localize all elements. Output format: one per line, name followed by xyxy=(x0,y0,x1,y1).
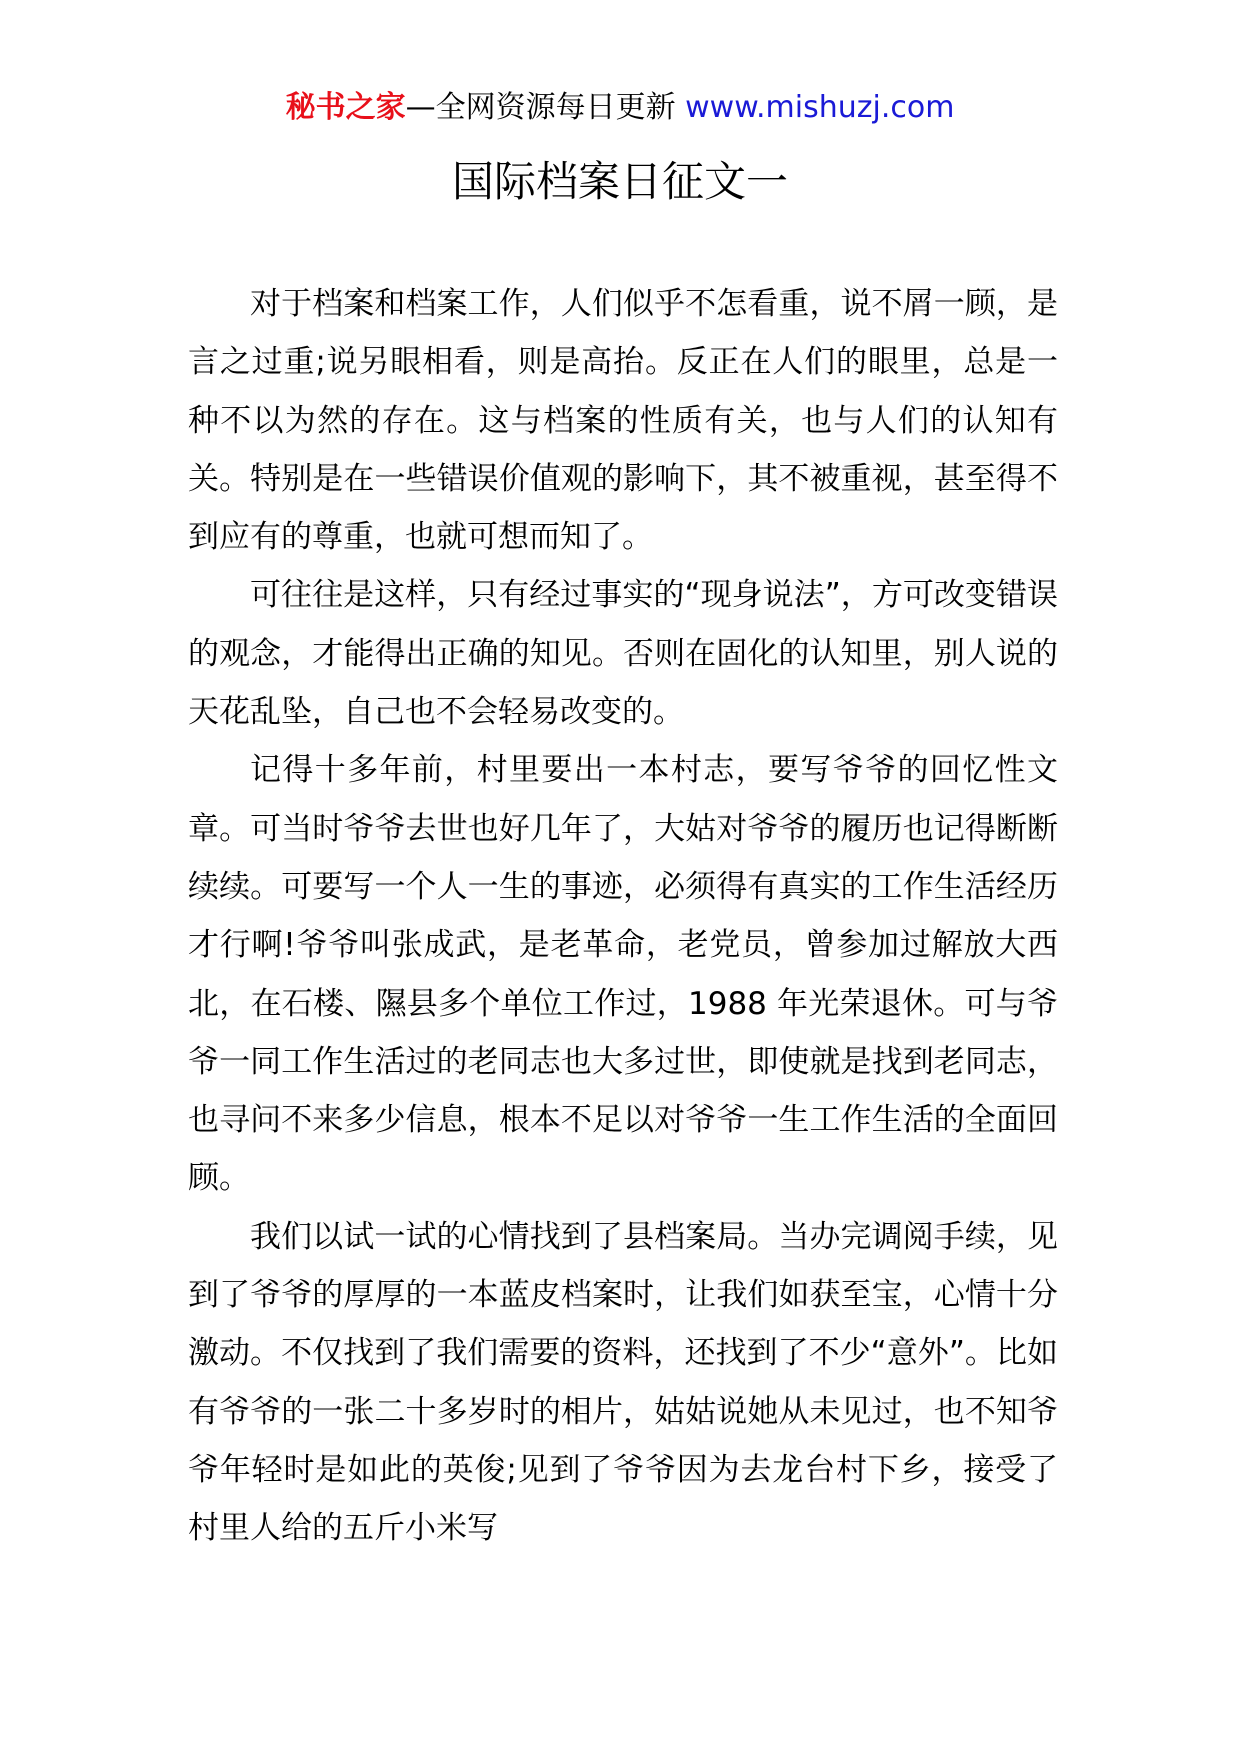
site-url-link[interactable]: www.mishuzj.com xyxy=(685,90,955,125)
site-tagline: —全网资源每日更新 xyxy=(405,90,686,125)
body-paragraph: 对于档案和档案工作，人们似乎不怎看重，说不屑一顾，是言之过重;说另眼相看，则是高抬。反正在人们的眼里，总是一种不以为然的存在。这与档案的性质有关，也与人们的认知有关。特别是在一些错误价值观的影响下，其不被重视，甚至得不到应有的尊重，也就可想而知了。 xyxy=(188,286,1058,556)
body-paragraph: 记得十多年前，村里要出一本村志，要写爷爷的回忆性文章。可当时爷爷去世也好几年了，大姑对爷爷的履历也记得断断续续。可要写一个人一生的事迹，必须得有真实的工作生活经历才行啊!爷爷叫张成武，是老革命，老党员，曾参加过解放大西北，在石楼、隰县多个单位工作过，1988 年光荣退休。可与爷爷一同工作生活过的老同志也大多过世，即使就是找到老同志，也寻问不来多少信息，根本不足以对爷爷一生工作生活的全面回顾。 xyxy=(188,752,1058,1197)
site-header xyxy=(0,88,1240,128)
document-body xyxy=(188,275,1058,1558)
body-paragraph: 可往往是这样，只有经过事实的“现身说法”，方可改变错误的观念，才能得出正确的知见。否则在固化的认知里，别人说的天花乱坠，自己也不会轻易改变的。 xyxy=(188,577,1058,731)
site-name: 秘书之家 xyxy=(285,90,406,125)
document-title: 国际档案日征文一 xyxy=(451,157,788,206)
body-paragraph: 我们以试一试的心情找到了县档案局。当办完调阅手续，见到了爷爷的厚厚的一本蓝皮档案时，让我们如获至宝，心情十分激动。不仅找到了我们需要的资料，还找到了不少“意外”。比如有爷爷的一张二十多岁时的相片，姑姑说她从未见过，也不知爷爷年轻时是如此的英俊;见到了爷爷因为去龙台村下乡，接受了村里人给的五斤小米写 xyxy=(188,1218,1058,1547)
